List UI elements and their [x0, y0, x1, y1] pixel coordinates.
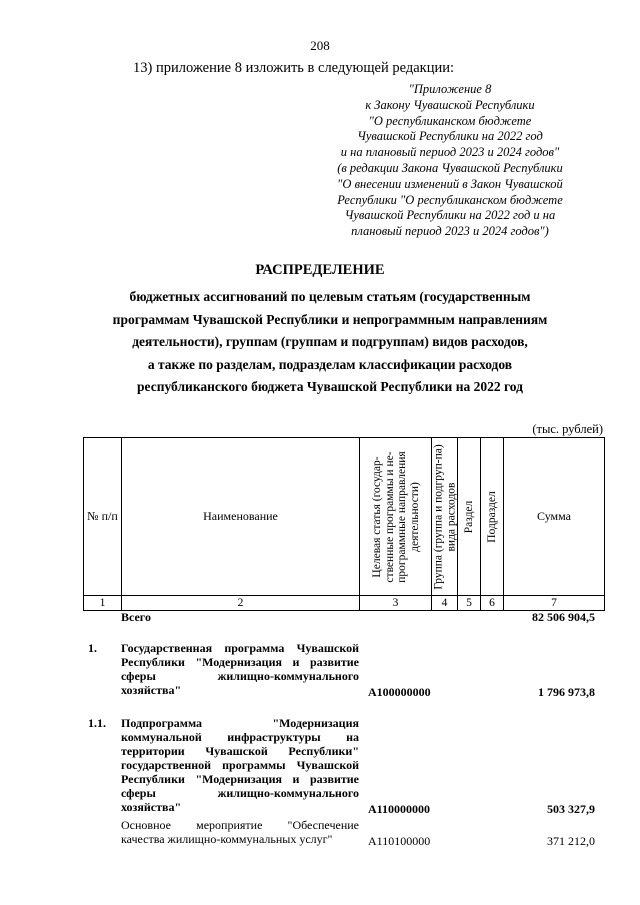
- row-name: Всего: [121, 610, 151, 624]
- row-sum: 1 796 973,8: [538, 685, 595, 699]
- appendix-line: Республики "О республиканском бюджете: [337, 192, 563, 207]
- appendix-line: к Закону Чувашской Республики: [365, 97, 535, 112]
- header-name: [122, 438, 360, 596]
- column-number: 5: [458, 596, 481, 611]
- row-code: А110000000: [368, 802, 431, 816]
- table-row: [83, 716, 604, 816]
- header-target-label: Целевая статья (государ-ственные программы и не-программные направления деятельности): [370, 450, 420, 583]
- appendix-line: плановый период 2023 и 2024 годов"): [351, 224, 549, 239]
- row-sum: 371 212,0: [547, 834, 595, 848]
- subtitle-line: а также по разделам, подразделам классификации расходов: [147, 356, 513, 372]
- subtitle-line: республиканского бюджета Чувашской Республики на 2022 год: [137, 379, 523, 394]
- row-code: А110100000: [368, 834, 431, 848]
- row-sum: 503 327,9: [547, 802, 595, 816]
- page-number: 208: [310, 38, 330, 53]
- header-sum-label: Сумма: [537, 509, 571, 523]
- appendix-line: Чувашской Республики на 2022 год и на: [344, 208, 556, 223]
- row-code: А100000000: [368, 685, 431, 699]
- appendix-line: "Приложение 8: [408, 82, 492, 96]
- header-group: [432, 438, 458, 596]
- appendix-line: "О внесении изменений в Закон Чувашской: [337, 176, 563, 191]
- header-num-label: № п/п: [87, 509, 118, 523]
- table-row: [83, 818, 604, 848]
- column-number: 4: [432, 596, 458, 611]
- document-subtitle: [80, 286, 580, 399]
- appendix-line: "О республиканском бюджете: [368, 113, 532, 128]
- row-name: Государственная программа Чувашской Республики "Модернизация и развитие сферы жилищно-коммунального хозяйства": [121, 641, 359, 697]
- header-subsection: [481, 438, 504, 596]
- table-row: [83, 641, 604, 699]
- header-section: [458, 438, 481, 596]
- appendix-line: Чувашской Республики на 2022 год: [357, 129, 543, 144]
- subtitle-line: программам Чувашской Республики и непрограммным направлениям: [112, 311, 548, 327]
- column-number: 2: [122, 596, 360, 611]
- row-name: Основное мероприятие "Обеспечение качества жилищно-коммунальных услуг": [121, 818, 359, 846]
- column-number: 6: [481, 596, 504, 611]
- row-num: 1.1.: [88, 716, 106, 730]
- table-row: [83, 610, 604, 626]
- row-name: Подпрограмма "Модернизация коммунальной инфраструктуры на территории Чувашской Республики" государственной программы Чувашской Республики "Модернизация и развитие сферы жилищно-коммунального хозяйства": [121, 716, 359, 814]
- subtitle-line: деятельности), группам (группам и подгруппам) видов расходов,: [132, 334, 528, 349]
- header-section-label: Раздел: [462, 500, 475, 533]
- appendix-line: и на плановый период 2023 и 2024 годов": [340, 145, 560, 160]
- header-name-label: Наименование: [203, 509, 278, 523]
- appendix-note: [300, 82, 600, 240]
- row-num: 1.: [88, 641, 97, 655]
- header-sum: [504, 438, 605, 596]
- units-label: (тыс. рублей): [532, 422, 603, 436]
- subtitle-line: бюджетных ассигнований по целевым статьям (государственным: [129, 289, 531, 304]
- appendix-line: (в редакции Закона Чувашской Республики: [337, 160, 563, 175]
- column-number: 7: [504, 596, 605, 611]
- header-num: [84, 438, 122, 596]
- header-subsection-label: Подраздел: [485, 490, 498, 543]
- table-header: [83, 437, 605, 611]
- header-target: [360, 438, 432, 596]
- column-number: 3: [360, 596, 432, 611]
- intro-text: 13) приложение 8 изложить в следующей редакции:: [133, 60, 455, 76]
- row-sum: 82 506 904,5: [532, 610, 595, 624]
- document-title: РАСПРЕДЕЛЕНИЕ: [255, 262, 385, 278]
- column-number: 1: [84, 596, 122, 611]
- header-group-label: Группа (группа и подгруп-па) вида расходов: [432, 443, 457, 590]
